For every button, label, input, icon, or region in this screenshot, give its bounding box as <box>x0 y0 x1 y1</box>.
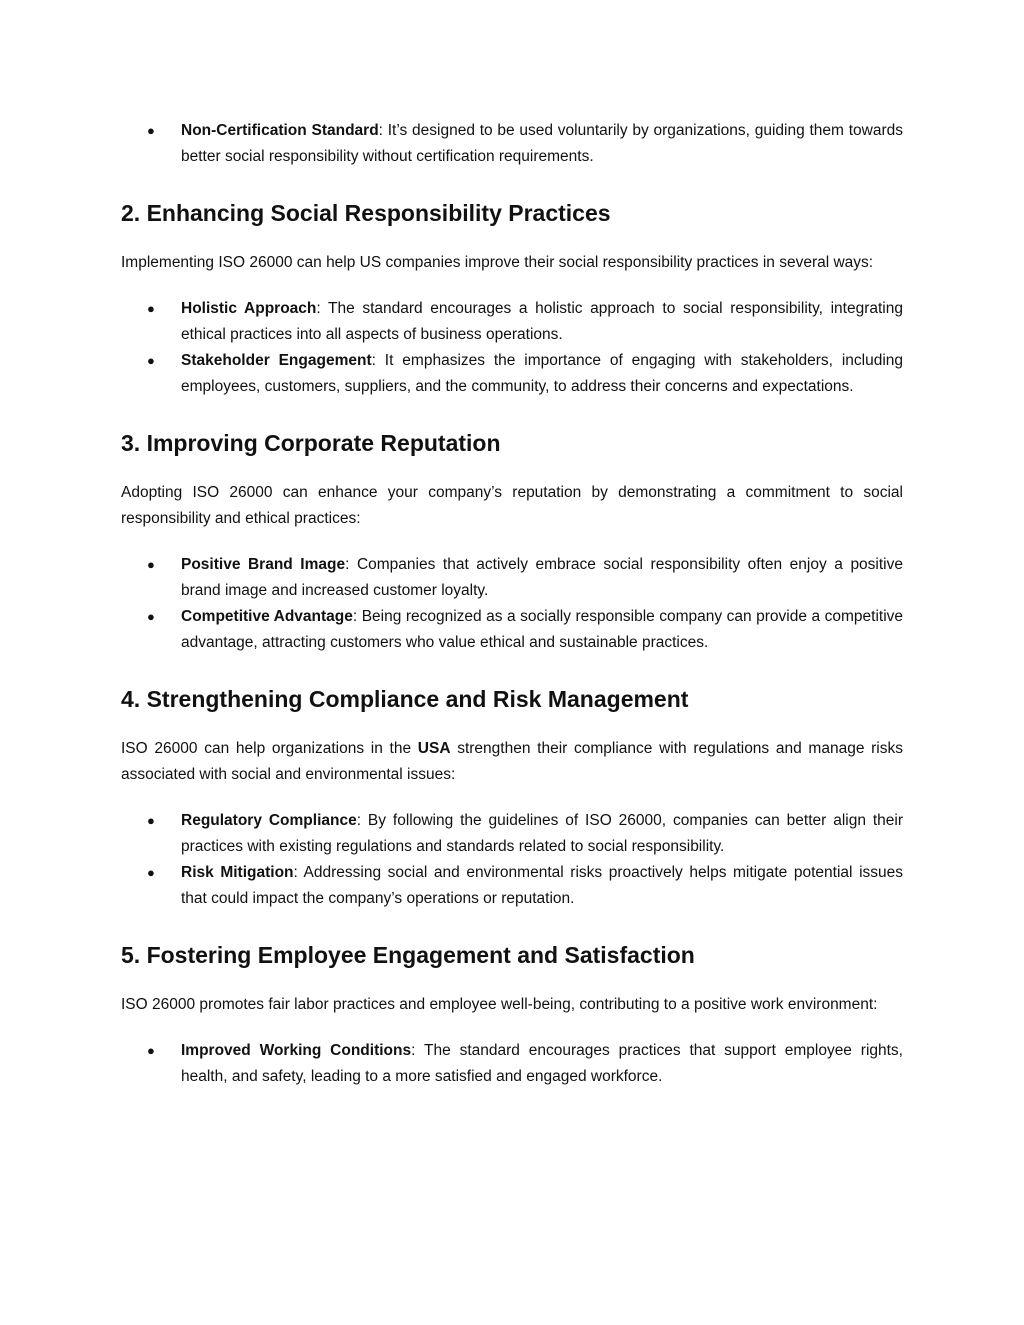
bullet-term: Regulatory Compliance <box>181 812 357 829</box>
bullet-term: Competitive Advantage <box>181 608 353 625</box>
section-intro-text: strengthen their compliance with regulations and manage risks associated with social and environmental issues: <box>121 740 903 783</box>
bullet-icon: ● <box>147 123 155 138</box>
bullet-list <box>121 552 903 656</box>
section-intro <box>121 736 903 788</box>
list-item <box>121 1038 903 1090</box>
section-heading: 2. Enhancing Social Responsibility Practices <box>121 200 611 226</box>
section-intro-emphasis: USA <box>417 740 451 757</box>
bullet-term: Improved Working Conditions <box>181 1042 412 1059</box>
bullet-text: : It’s designed to be used voluntarily by organizations, guiding them towards better social responsibility without certification requirements. <box>181 122 904 165</box>
bullet-term: Positive Brand Image <box>181 556 346 573</box>
bullet-list <box>121 1038 903 1090</box>
section-intro-text: ISO 26000 can help organizations in the <box>121 740 418 757</box>
section-enhancing-social-responsibility <box>121 198 903 400</box>
bullet-list <box>121 296 903 400</box>
list-item <box>121 348 903 400</box>
list-item <box>121 604 903 656</box>
section-intro: Implementing ISO 26000 can help US companies improve their social responsibility practices in several ways: <box>121 254 874 271</box>
bullet-list <box>121 808 903 912</box>
bullet-text: : Companies that actively embrace social responsibility often enjoy a positive brand image and increased customer loyalty. <box>181 556 903 599</box>
section-heading: 5. Fostering Employee Engagement and Satisfaction <box>121 942 695 968</box>
list-item <box>121 118 903 170</box>
list-item <box>121 296 903 348</box>
bullet-icon: ● <box>147 353 155 368</box>
section-heading: 4. Strengthening Compliance and Risk Management <box>121 686 689 712</box>
section-fostering-employee-engagement <box>121 940 903 1090</box>
bullet-term: Non-Certification Standard <box>181 122 379 139</box>
section-heading: 3. Improving Corporate Reputation <box>121 430 501 456</box>
section-improving-corporate-reputation <box>121 428 903 656</box>
bullet-icon: ● <box>147 813 155 828</box>
bullet-text: : The standard encourages a holistic approach to social responsibility, integrating ethical practices into all aspects of business operations. <box>181 300 903 343</box>
bullet-term: Holistic Approach <box>181 300 317 317</box>
bullet-text: : Addressing social and environmental risks proactively helps mitigate potential issues that could impact the company’s operations or reputation. <box>181 864 903 907</box>
list-item <box>121 808 903 860</box>
list-item <box>121 860 903 912</box>
section-strengthening-compliance <box>121 684 903 912</box>
bullet-text: : Being recognized as a socially responsible company can provide a competitive advantage, attracting customers who value ethical and sustainable practices. <box>181 608 904 651</box>
section-intro: Adopting ISO 26000 can enhance your company’s reputation by demonstrating a commitment to social responsibility and ethical practices: <box>121 484 903 527</box>
bullet-icon: ● <box>147 609 155 624</box>
bullet-icon: ● <box>147 865 155 880</box>
bullet-icon: ● <box>147 301 155 316</box>
bullet-icon: ● <box>147 557 155 572</box>
bullet-icon: ● <box>147 1043 155 1058</box>
intro-bullet-list <box>121 118 903 170</box>
bullet-text: : It emphasizes the importance of engaging with stakeholders, including employees, customers, suppliers, and the community, to address their concerns and expectations. <box>181 352 903 395</box>
bullet-term: Stakeholder Engagement <box>181 352 372 369</box>
bullet-text: : By following the guidelines of ISO 26000, companies can better align their practices with existing regulations and standards related to social responsibility. <box>181 812 903 855</box>
document-page <box>121 118 903 1090</box>
bullet-text: : The standard encourages practices that support employee rights, health, and safety, leading to a more satisfied and engaged workforce. <box>181 1042 903 1085</box>
list-item <box>121 552 903 604</box>
bullet-term: Risk Mitigation <box>181 864 294 881</box>
section-intro: ISO 26000 promotes fair labor practices and employee well-being, contributing to a positive work environment: <box>121 996 878 1013</box>
